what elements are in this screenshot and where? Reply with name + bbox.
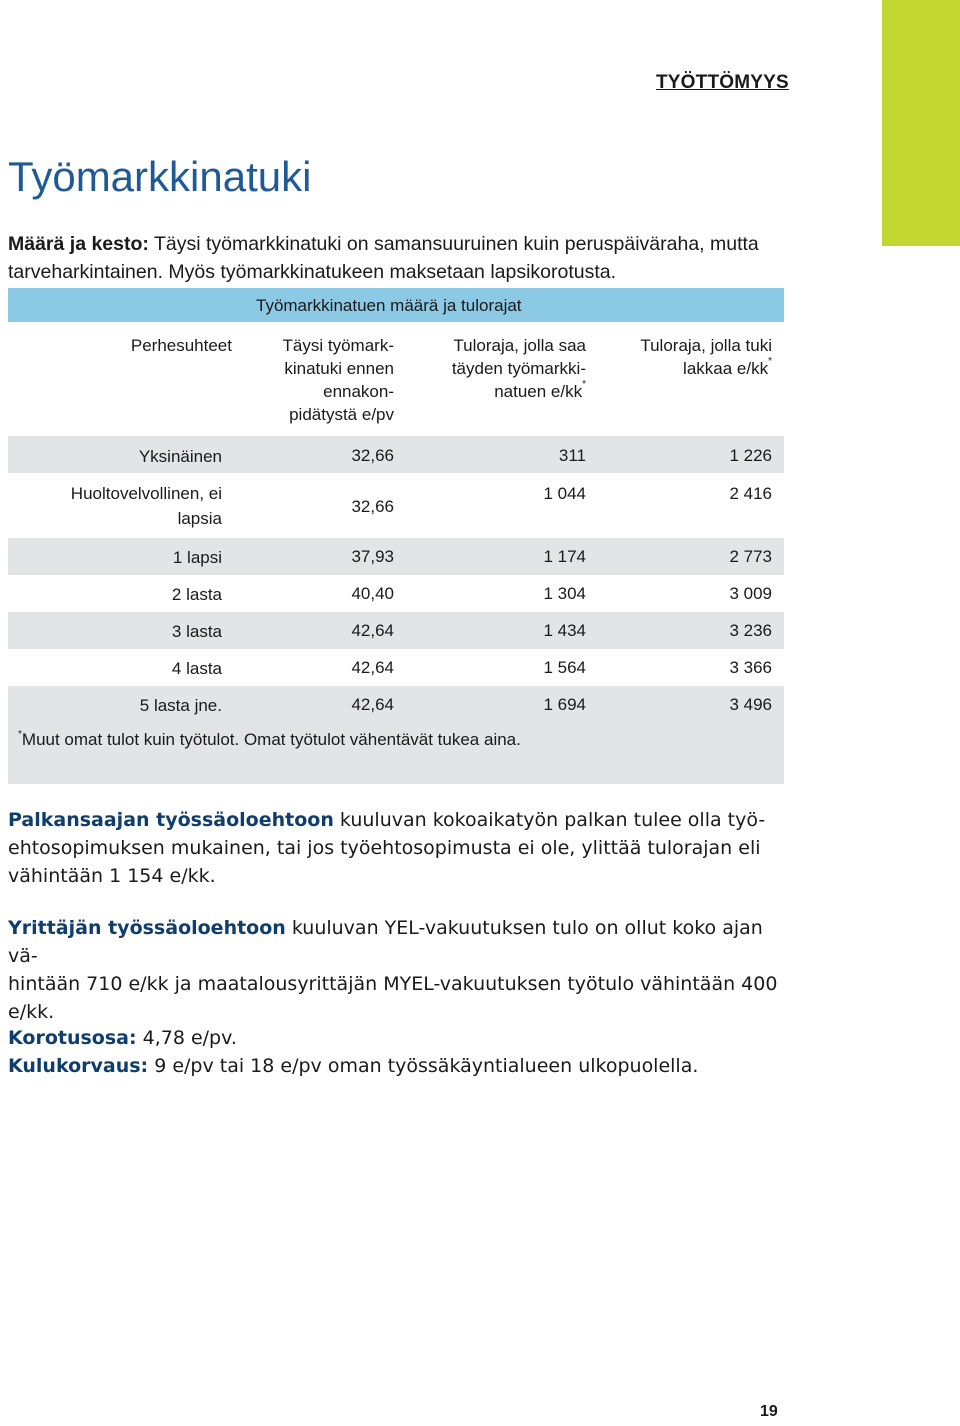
intro-label: Määrä ja kesto:	[8, 233, 149, 255]
table-header	[8, 288, 784, 436]
cell-full-benefit: 42,64	[351, 658, 394, 677]
cell-full-limit: 1 694	[543, 695, 586, 714]
cell-end-limit: 1 226	[729, 446, 772, 465]
benefit-table	[8, 288, 784, 784]
cell-full-benefit: 42,64	[351, 695, 394, 714]
table-row	[8, 538, 784, 575]
row-label: 5 lasta jne.	[139, 696, 222, 715]
row-label: 2 lasta	[171, 585, 222, 604]
table-title: Työmarkkinatuen määrä ja tulorajat	[256, 296, 522, 315]
cell-end-limit: 2 416	[729, 484, 772, 503]
term-korotusosa: Korotusosa:	[8, 1027, 137, 1049]
cell-full-limit: 1 564	[543, 658, 586, 677]
paragraph-supplements: Korotusosa: 4,78 e/pv. Kulukorvaus: 9 e/pv tai 18 e/pv oman työssäkäyntialueen ulkopuolella.	[8, 1027, 699, 1077]
page-title: Työmarkkinatuki	[8, 153, 312, 200]
paragraph-entrepreneur-condition: Yrittäjän työssäoloehtoon kuuluvan YEL-vakuutuksen tulo on ollut koko ajan vä- hintään 710 e/kk ja maatalousyrittäjän MYEL-vakuutuksen työtulo vähintään 400 e/kk.	[8, 917, 778, 1023]
cell-end-limit: 3 496	[729, 695, 772, 714]
section-label: TYÖTTÖMYYS	[656, 72, 789, 93]
cell-end-limit: 3 236	[729, 621, 772, 640]
term-employee-condition: Palkansaajan työssäoloehtoon	[8, 809, 334, 831]
cell-full-limit: 1 304	[543, 584, 586, 603]
cell-full-benefit: 37,93	[351, 547, 394, 566]
intro-paragraph	[8, 230, 798, 286]
term-kulukorvaus: Kulukorvaus:	[8, 1055, 149, 1077]
cell-full-limit: 1 434	[543, 621, 586, 640]
intro-line-2: tarveharkintainen. Myös työmarkkinatukeen maksetaan lapsikorotusta.	[8, 261, 617, 283]
row-label: 4 lasta	[171, 659, 222, 678]
table-row	[8, 649, 784, 686]
table-row	[8, 575, 784, 612]
row-label: Yksinäinen	[138, 447, 222, 466]
row-label: 1 lapsi	[172, 548, 222, 567]
table-row	[8, 612, 784, 649]
table-row	[8, 686, 784, 723]
paragraph-employee-condition: Palkansaajan työssäoloehtoon kuuluvan kokoaikatyön palkan tulee olla työ- ehtosopimuksen mukainen, tai jos työehtosopimusta ei ole, ylittää tulorajan eli vähintään 1 154 e/kk.	[8, 809, 766, 887]
table-row	[8, 436, 784, 473]
cell-end-limit: 2 773	[729, 547, 772, 566]
term-entrepreneur-condition: Yrittäjän työssäoloehtoon	[8, 917, 286, 939]
column-header-family: Perhesuhteet	[130, 336, 232, 355]
column-header-end-limit: Tuloraja, jolla tuki lakkaa e/kk*	[640, 336, 772, 378]
cell-full-benefit: 32,66	[351, 446, 394, 465]
row-label: Huoltovelvollinen, ei lapsia	[70, 484, 222, 528]
cell-full-limit: 311	[558, 446, 586, 465]
row-label: 3 lasta	[171, 622, 222, 641]
cell-full-limit: 1 174	[543, 547, 586, 566]
page-number: 19	[760, 1403, 778, 1420]
section-color-tab	[882, 0, 960, 246]
table-footnote: *Muut omat tulot kuin työtulot. Omat työtulot vähentävät tukea aina.	[18, 729, 521, 749]
cell-end-limit: 3 009	[729, 584, 772, 603]
table-row	[8, 473, 784, 538]
cell-end-limit: 3 366	[729, 658, 772, 677]
column-header-full-benefit: Täysi työmark- kinatuki ennen ennakon- pidätystä e/pv	[282, 336, 394, 424]
cell-full-limit: 1 044	[543, 484, 586, 503]
column-header-full-limit: Tuloraja, jolla saa täyden työmarkki- natuen e/kk*	[451, 336, 586, 401]
cell-full-benefit: 42,64	[351, 621, 394, 640]
cell-full-benefit: 32,66	[351, 497, 394, 516]
cell-full-benefit: 40,40	[351, 584, 394, 603]
intro-line-1: Täysi työmarkkinatuki on samansuuruinen kuin peruspäiväraha, mutta	[148, 233, 759, 255]
